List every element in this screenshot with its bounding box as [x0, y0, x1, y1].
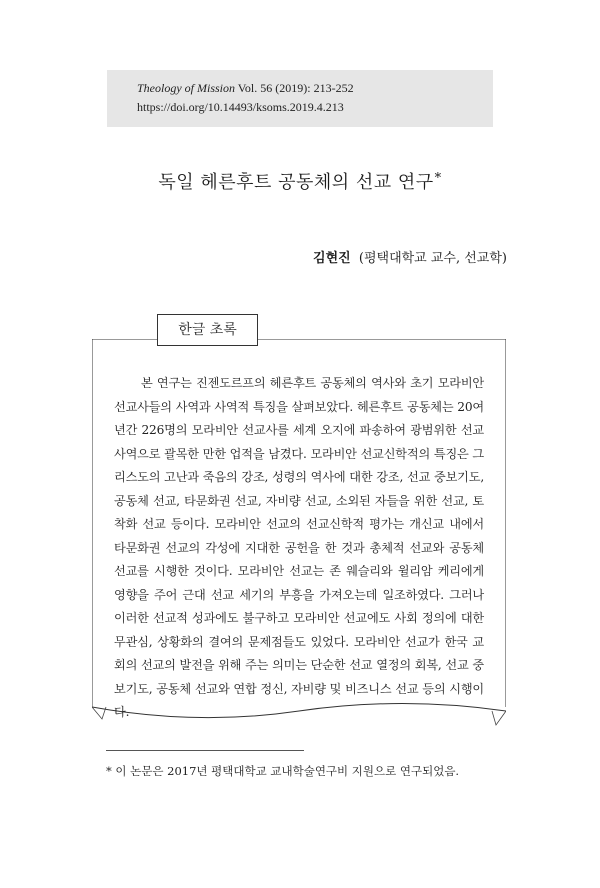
abstract-label: 한글 초록	[157, 314, 258, 346]
article-title-text: 독일 헤른후트 공동체의 선교 연구	[158, 172, 434, 193]
volume-info: Vol. 56 (2019): 213-252	[237, 81, 354, 95]
journal-name: Theology of Mission	[137, 81, 235, 95]
journal-volume-line	[137, 79, 493, 98]
footnote-divider	[106, 750, 304, 751]
abstract-box	[92, 339, 506, 729]
article-title	[0, 168, 600, 194]
doi-link[interactable]: https://doi.org/10.14493/ksoms.2019.4.213	[137, 100, 344, 114]
title-footnote-mark: *	[434, 171, 442, 186]
journal-info-box	[107, 70, 493, 127]
author-line	[313, 247, 507, 266]
author-affiliation: (평택대학교 교수, 선교학)	[358, 251, 507, 266]
footnote: * 이 논문은 2017년 평택대학교 교내학술연구비 지원으로 연구되었음.	[106, 764, 460, 778]
author-name: 김현진	[313, 251, 351, 266]
abstract-body: 본 연구는 진젠도르프의 헤른후트 공동체의 역사와 초기 모라비안 선교사들의 사역과 사역적 특징을 살펴보았다. 헤른후트 공동체는 20여년간 226명의 모라비안 선교사를 세계 오지에 파송하여 광범위한 선교사역으로 괄목한 만한 업적을 남겼다. 모라비안 선교신학적의 특징은 그리스도의 고난과 죽음의 강조, 성령의 역사에 대한 강조, 선교 중보기도, 공동체 선교, 타문화권 선교, 자비량 선교, 소외된 자들을 위한 선교, 토착화 선교 등이다. 모라비안 선교의 선교신학적 평가는 개신교 내에서 타문화권 선교의 각성에 지대한 공헌을 한 것과 총체적 선교와 공동체 선교를 시행한 것이다. 모라비안 선교는 존 웨슬리와 윌리암 케리에게 영향을 주어 근대 선교 세기의 부흥을 가져오는데 일조하였다. 그러나 이러한 선교적 성과에도 불구하고 모라비안 선교에도 사회 정의에 대한 무관심, 상황화의 결여의 문제점들도 있었다. 모라비안 선교가 한국 교회의 선교의 발전을 위해 주는 의미는 단순한 선교 열정의 회복, 선교 중보기도, 공동체 선교와 연합 정신, 자비량 및 비즈니스 선교 등의 시행이다.	[114, 376, 484, 719]
